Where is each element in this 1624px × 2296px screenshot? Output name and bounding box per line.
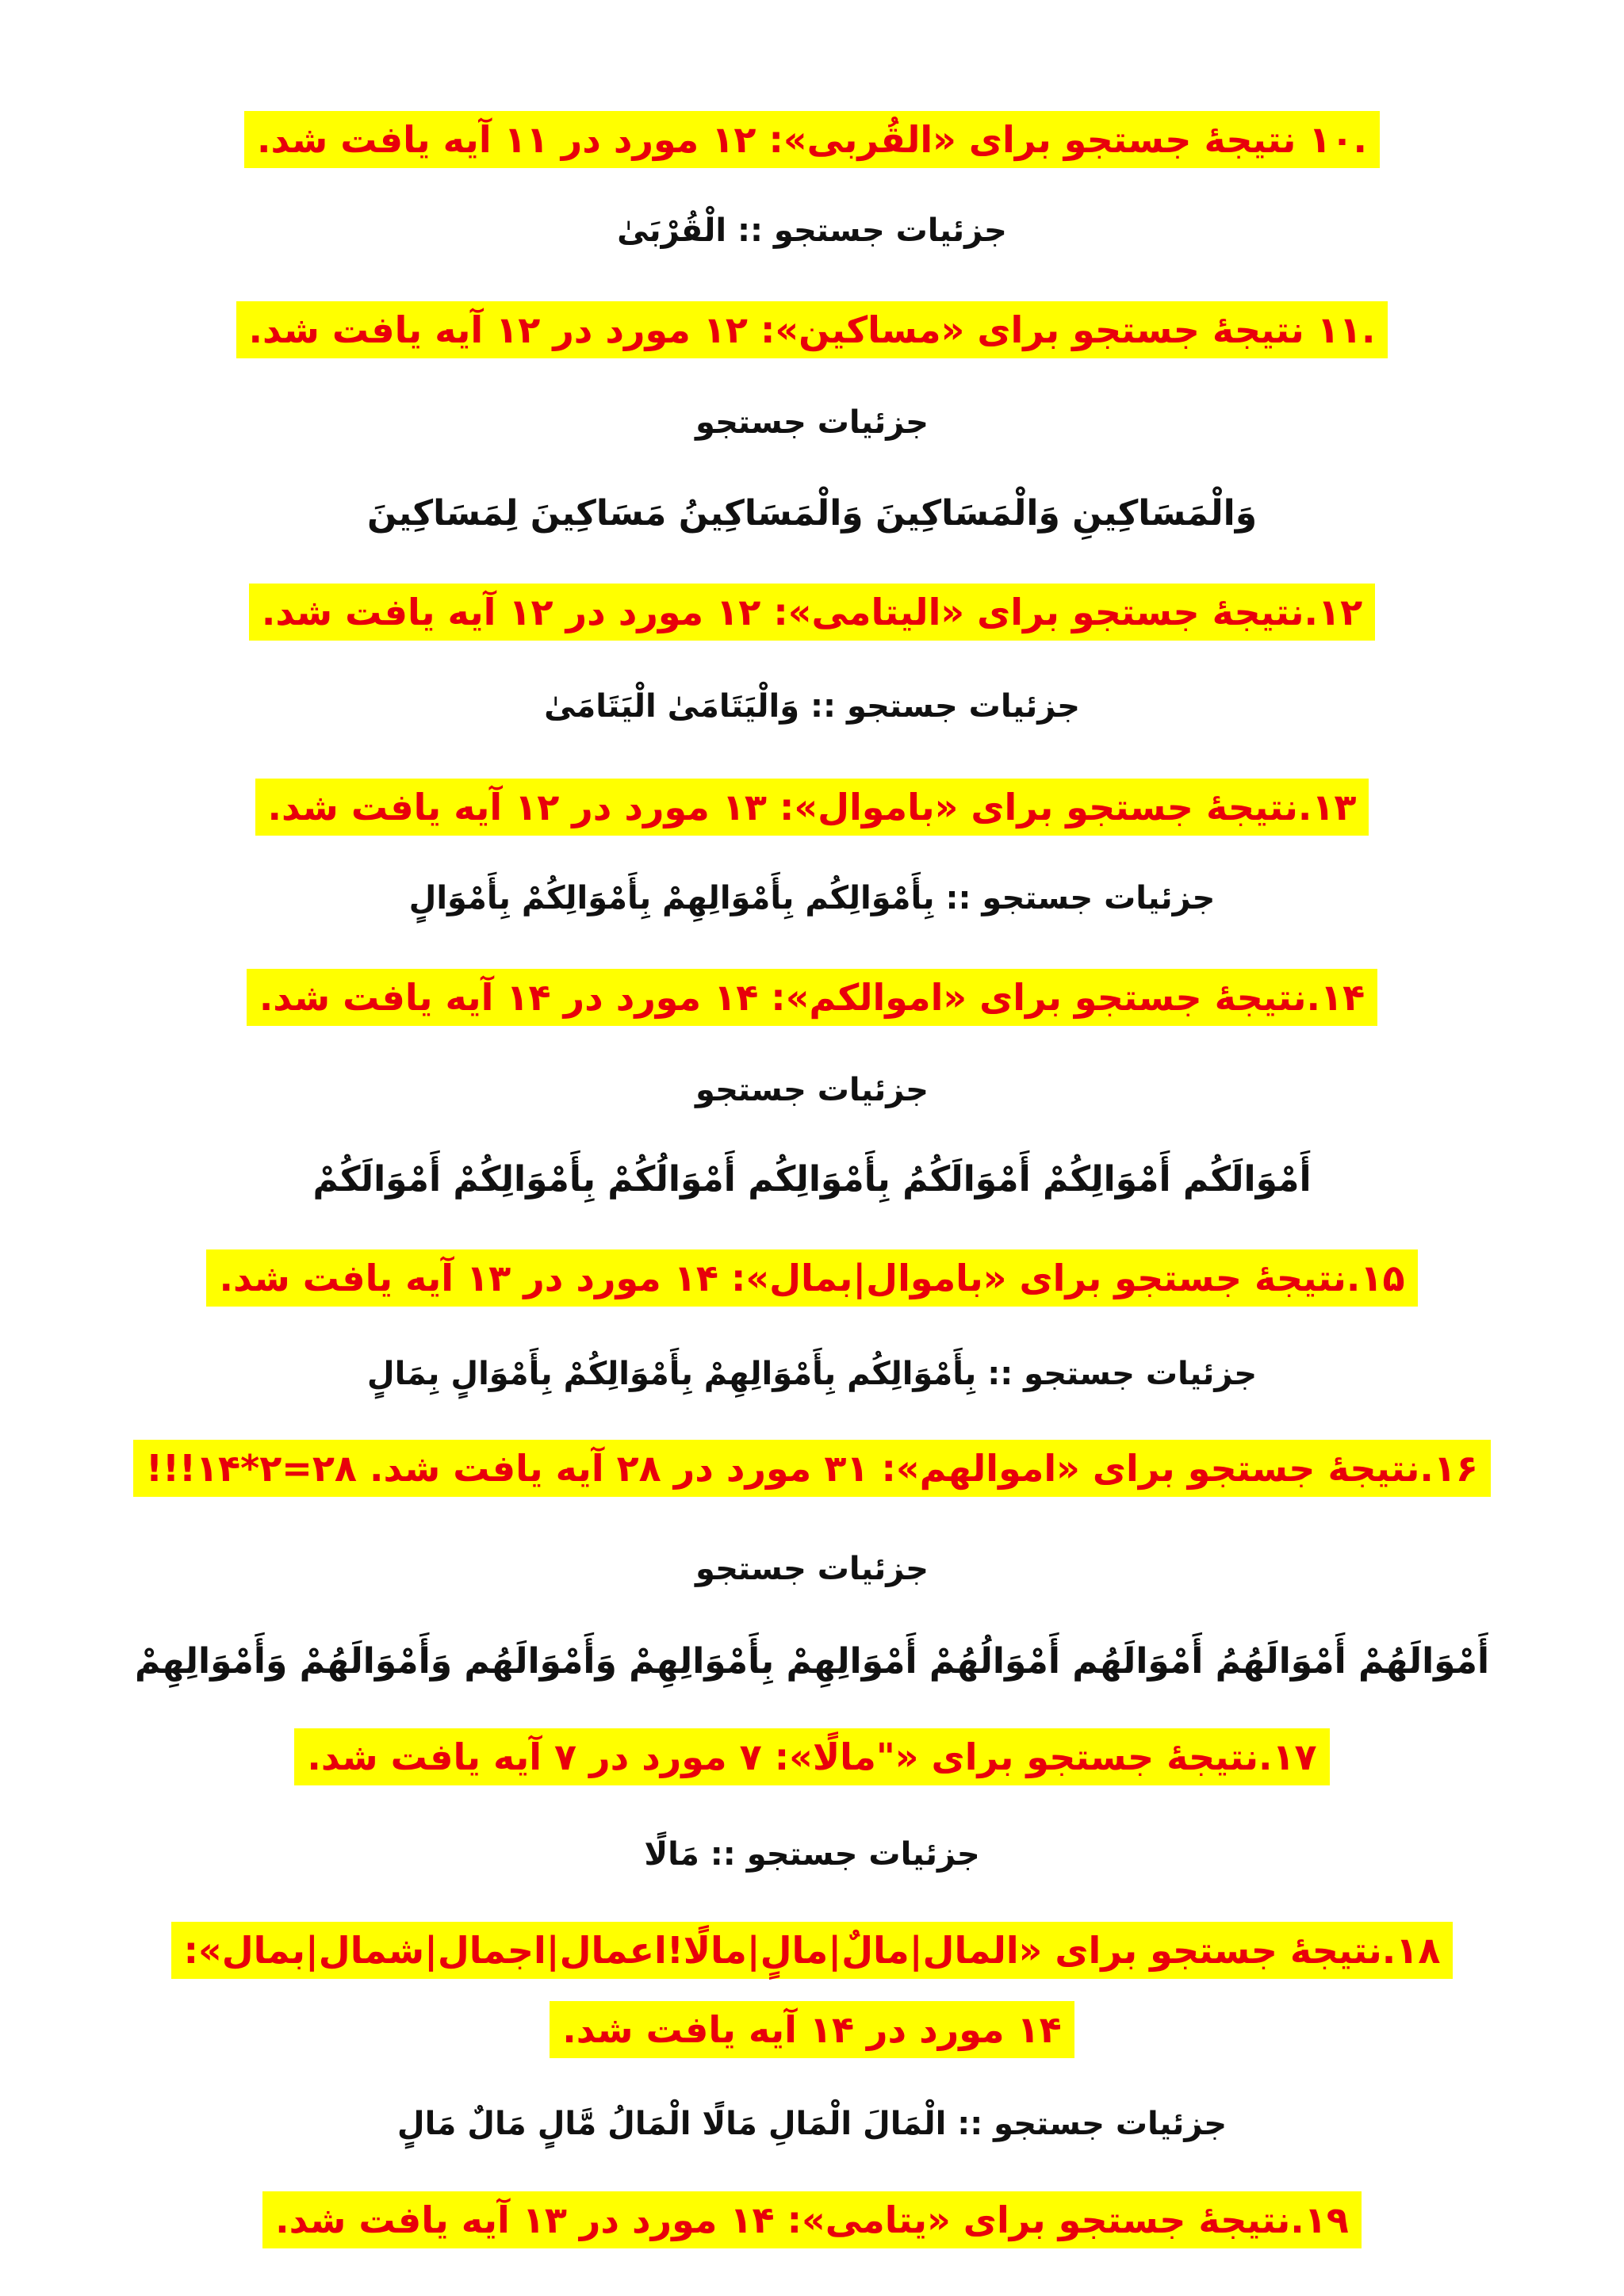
search-details: جزئیات جستجو :: مَالًا	[644, 1836, 980, 1873]
result-19-heading-row	[0, 2191, 1624, 2248]
result-heading: ۱۴.نتیجهٔ جستجو برای «اموالکم»: ۱۴ مورد در ۱۴ آیه یافت شد.	[247, 969, 1377, 1026]
result-11-words-row	[0, 493, 1624, 534]
search-details-label: جزئیات جستجو	[695, 404, 929, 441]
result-18-details-row	[0, 2106, 1624, 2142]
result-heading: ۱۵.نتیجهٔ جستجو برای «باموال|بمال»: ۱۴ مورد در ۱۳ آیه یافت شد.	[206, 1249, 1417, 1307]
result-15-heading-row	[0, 1249, 1624, 1307]
result-heading: ۱۳.نتیجهٔ جستجو برای «باموال»: ۱۳ مورد در ۱۲ آیه یافت شد.	[255, 779, 1369, 836]
result-heading: .۱۱ نتیجهٔ جستجو برای «مساکین»: ۱۲ مورد در ۱۲ آیه یافت شد.	[236, 301, 1388, 358]
result-14-details-row	[0, 1072, 1624, 1108]
search-details: جزئیات جستجو :: بِأَمْوَالِکُم بِأَمْوَالِهِمْ بِأَمْوَالِکُمْ بِأَمْوَالٍ	[408, 880, 1216, 916]
search-details: جزئیات جستجو :: الْقُرْبَیٰ	[617, 212, 1007, 249]
result-12-heading-row	[0, 584, 1624, 641]
search-details: جزئیات جستجو :: بِأَمْوَالِکُم بِأَمْوَالِهِمْ بِأَمْوَالِکُمْ بِأَمْوَالٍ بِمَالٍ	[366, 1356, 1258, 1392]
result-17-details-row	[0, 1836, 1624, 1873]
result-11-details-row	[0, 404, 1624, 441]
result-heading: ۱۷.نتیجهٔ جستجو برای «"مالًا»: ۷ مورد در ۷ آیه یافت شد.	[294, 1728, 1329, 1785]
result-15-details-row	[0, 1356, 1624, 1392]
result-16-words-row	[0, 1641, 1624, 1682]
result-heading-continued: ۱۴ مورد در ۱۴ آیه یافت شد.	[550, 2001, 1074, 2058]
result-16-details-row	[0, 1551, 1624, 1587]
result-18-heading-row-1	[0, 1922, 1624, 1979]
result-16-heading-row	[0, 1440, 1624, 1497]
result-heading: ۱۹.نتیجهٔ جستجو برای «یتامی»: ۱۴ مورد در ۱۳ آیه یافت شد.	[262, 2191, 1362, 2248]
result-14-heading-row	[0, 969, 1624, 1026]
result-heading: ۱۶.نتیجهٔ جستجو برای «اموالهم»: ۳۱ مورد در ۲۸ آیه یافت شد. ۲۸=۲*۱۴!!!	[133, 1440, 1491, 1497]
result-heading: ۱۸.نتیجهٔ جستجو برای «المال|مالٌ|مالٍ|مالًا!اعمال|اجمال|شمال|بمال»:	[171, 1922, 1454, 1979]
result-heading: ۱۲.نتیجهٔ جستجو برای «الیتامی»: ۱۲ مورد در ۱۲ آیه یافت شد.	[249, 584, 1375, 641]
search-words: أَمْوَالَهُمْ أَمْوَالَهُمُ أَمْوَالَهُم أَمْوَالُهُمْ أَمْوَالِهِمْ بِأَمْوَالِهِمْ وَأَمْوَالَهُم وَأَمْوَالَهُمْ وَأَمْوَالِهِمْ	[134, 1641, 1490, 1682]
result-heading: .۱۰ نتیجهٔ جستجو برای «القُربی»: ۱۲ مورد در ۱۱ آیه یافت شد.	[244, 111, 1380, 168]
search-words: وَالْمَسَاکِینِ وَالْمَسَاکِینَ وَالْمَسَاکِینُ مَسَاکِینَ لِمَسَاکِینَ	[366, 493, 1258, 534]
search-words: أَمْوَالَکُم أَمْوَالِکُمْ أَمْوَالَکُمُ بِأَمْوَالِکُم أَمْوَالُکُمْ بِأَمْوَالِکُمْ أَمْوَالَکُمْ	[312, 1159, 1312, 1200]
search-details-label: جزئیات جستجو	[695, 1551, 929, 1587]
result-14-words-row	[0, 1159, 1624, 1200]
result-10-heading-row	[0, 111, 1624, 168]
search-details: جزئیات جستجو :: وَالْیَتَامَیٰ الْیَتَامَیٰ	[544, 688, 1080, 725]
result-10-details-row	[0, 212, 1624, 249]
result-11-heading-row	[0, 301, 1624, 358]
result-12-details-row	[0, 688, 1624, 725]
result-17-heading-row	[0, 1728, 1624, 1785]
result-18-heading-row-2	[0, 2001, 1624, 2058]
result-13-heading-row	[0, 779, 1624, 836]
search-details-label: جزئیات جستجو	[695, 1072, 929, 1108]
result-13-details-row	[0, 880, 1624, 916]
search-details: جزئیات جستجو :: الْمَالَ الْمَالِ مَالًا الْمَالُ مَّالٍ مَالٌ مَالٍ	[396, 2106, 1228, 2142]
